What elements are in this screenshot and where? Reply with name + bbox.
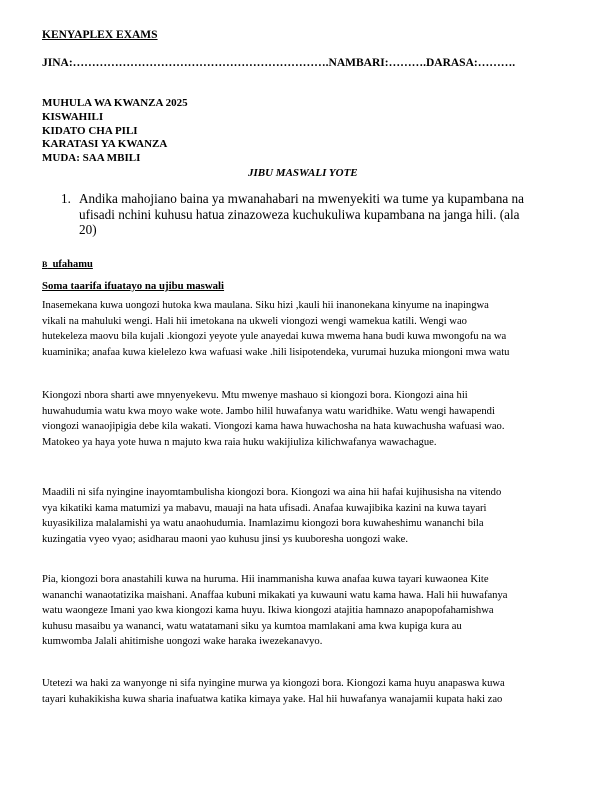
section-b-heading (42, 259, 93, 270)
passage-line: vya kikatiki kama matumizi ya mabavu, mauaji na hata ufisadi. Anafaa kuwajibika kazini na kuwa tayari (42, 502, 487, 514)
passage-line: vikali na mahuluki wengi. Hali hii imetokana na ukweli viongozi wengi wamekua katili. Wengi wao (42, 315, 467, 327)
passage-line: kuzingatia vyeo vyao; asidharau maoni yao kuhusu jinsi ys kuuboresha uongozi wake. (42, 533, 408, 545)
passage-line: Pia, kiongozi bora anastahili kuwa na huruma. Hii inammanisha kuwa anafaa kuwa tayari kuwaonea Kite (42, 574, 489, 585)
passage-instruction: Soma taarifa ifuatayo na ujibu maswali (42, 280, 225, 292)
question-1-line: Andika mahojiano baina ya mwanahabari na mwenyekiti wa tume ya kupambana na (79, 191, 524, 206)
exam-meta-block (42, 97, 188, 166)
question-1-number: 1. (61, 191, 71, 206)
passage-line: viongozi wanaojipigia debe kila wakati. Viongozi kama hawa huwachosha na hata kuwachusha wafuasi wao. (42, 421, 505, 433)
passage-line: huwahudumia watu kwa moyo wake wote. Jambo hilil huwafanya watu waridhike. Watu wengi hawapendi (42, 405, 495, 417)
passage-line: wananchi wanaotatizika maishani. Anaffaa kubuni mikakati ya kuwauni watu kama hawa. Hali hii huwafanya (42, 589, 508, 601)
exam-duration: MUDA: SAA MBILI (42, 152, 141, 165)
passage-paragraph-2 (42, 388, 582, 450)
exam-term: MUHULA WA KWANZA 2025 (42, 97, 188, 109)
school-name: KENYAPLEX EXAMS (42, 29, 158, 41)
passage-paragraph-3 (42, 485, 582, 547)
passage-paragraph-4 (42, 572, 582, 650)
passage-line: watu waongeze Imani yao kwa kiongozi kama huyu. Ikiwa kiongozi atajitia hamnazo anapopofahamishwa (42, 605, 494, 617)
passage-line: Inasemekana kuwa uongozi hutoka kwa maulana. Siku hizi ,kauli hii inanonekana kinyume na inapingwa (42, 300, 489, 311)
student-details-line: JINA:………………………………………………………….NAMBARI:……….DARASA:………. (42, 57, 516, 69)
passage-line: kumwomba Jalali ahitimishe uongozi wake haraka iwezekanavyo. (42, 636, 323, 648)
section-b-letter: B (42, 260, 48, 269)
instruction: JIBU MASWALI YOTE (248, 167, 358, 179)
passage-line: kuhusu masaibu ya wananci, watu watatamani siku ya kumtoa mamlakani ama kwa kupiga kura au (42, 620, 462, 632)
passage-line: kuyasikiliza malalamishi ya watu anaohudumia. Inamlazimu kiongozi bora kuwaheshimu wananchi bila (42, 518, 484, 530)
passage-line: Maadili ni sifa nyingine inayomtambulisha kiongozi bora. Kiongozi wa aina hii hafai kujihusisha na vitendo (42, 487, 502, 498)
passage-paragraph-1 (42, 298, 582, 360)
question-1-line: 20) (79, 222, 97, 237)
question-1-line: ufisadi nchini kuhusu hatua zinazoweza kuchukuliwa kupambana na janga hili. (ala (79, 206, 520, 222)
question-1-text (79, 191, 589, 238)
passage-line: tayari kuhakikisha kuwa sharia inafuatwa katika kimaya yake. Hal hii huwafanya wanajamii kupata haki zao (42, 693, 503, 705)
passage-line: Utetezi wa haki za wanyonge ni sifa nyingine murwa ya kiongozi bora. Kiongozi kama huyu anapaswa kuwa (42, 678, 505, 689)
exam-paper: KARATASI YA KWANZA (42, 138, 168, 151)
passage-line: Matokeo ya haya yote huwa n majuto kwa raia huku wakijiuliza kilichwafanya wawachague. (42, 436, 437, 448)
passage-line: Kiongozi nbora sharti awe mnyenyekevu. Mtu mwenye mashauo si kiongozi bora. Kiongozi aina hii (42, 390, 468, 401)
exam-subject: KISWAHILI (42, 110, 104, 123)
exam-form: KIDATO CHA PILI (42, 124, 138, 137)
passage-line: hutekeleza maovu bila kujali .kiongozi yeyote yule anayedai kuwa mwema hana budi kuwa mwongofu na wa (42, 331, 507, 343)
passage-line: kuaminika; anafaa kuwa kielelezo kwa wafuasi wake .hili lisipotendeka, vurumai huzuka miongoni mwa watu (42, 346, 510, 358)
passage-paragraph-5 (42, 676, 582, 707)
section-b-label: ufahamu (52, 259, 93, 270)
